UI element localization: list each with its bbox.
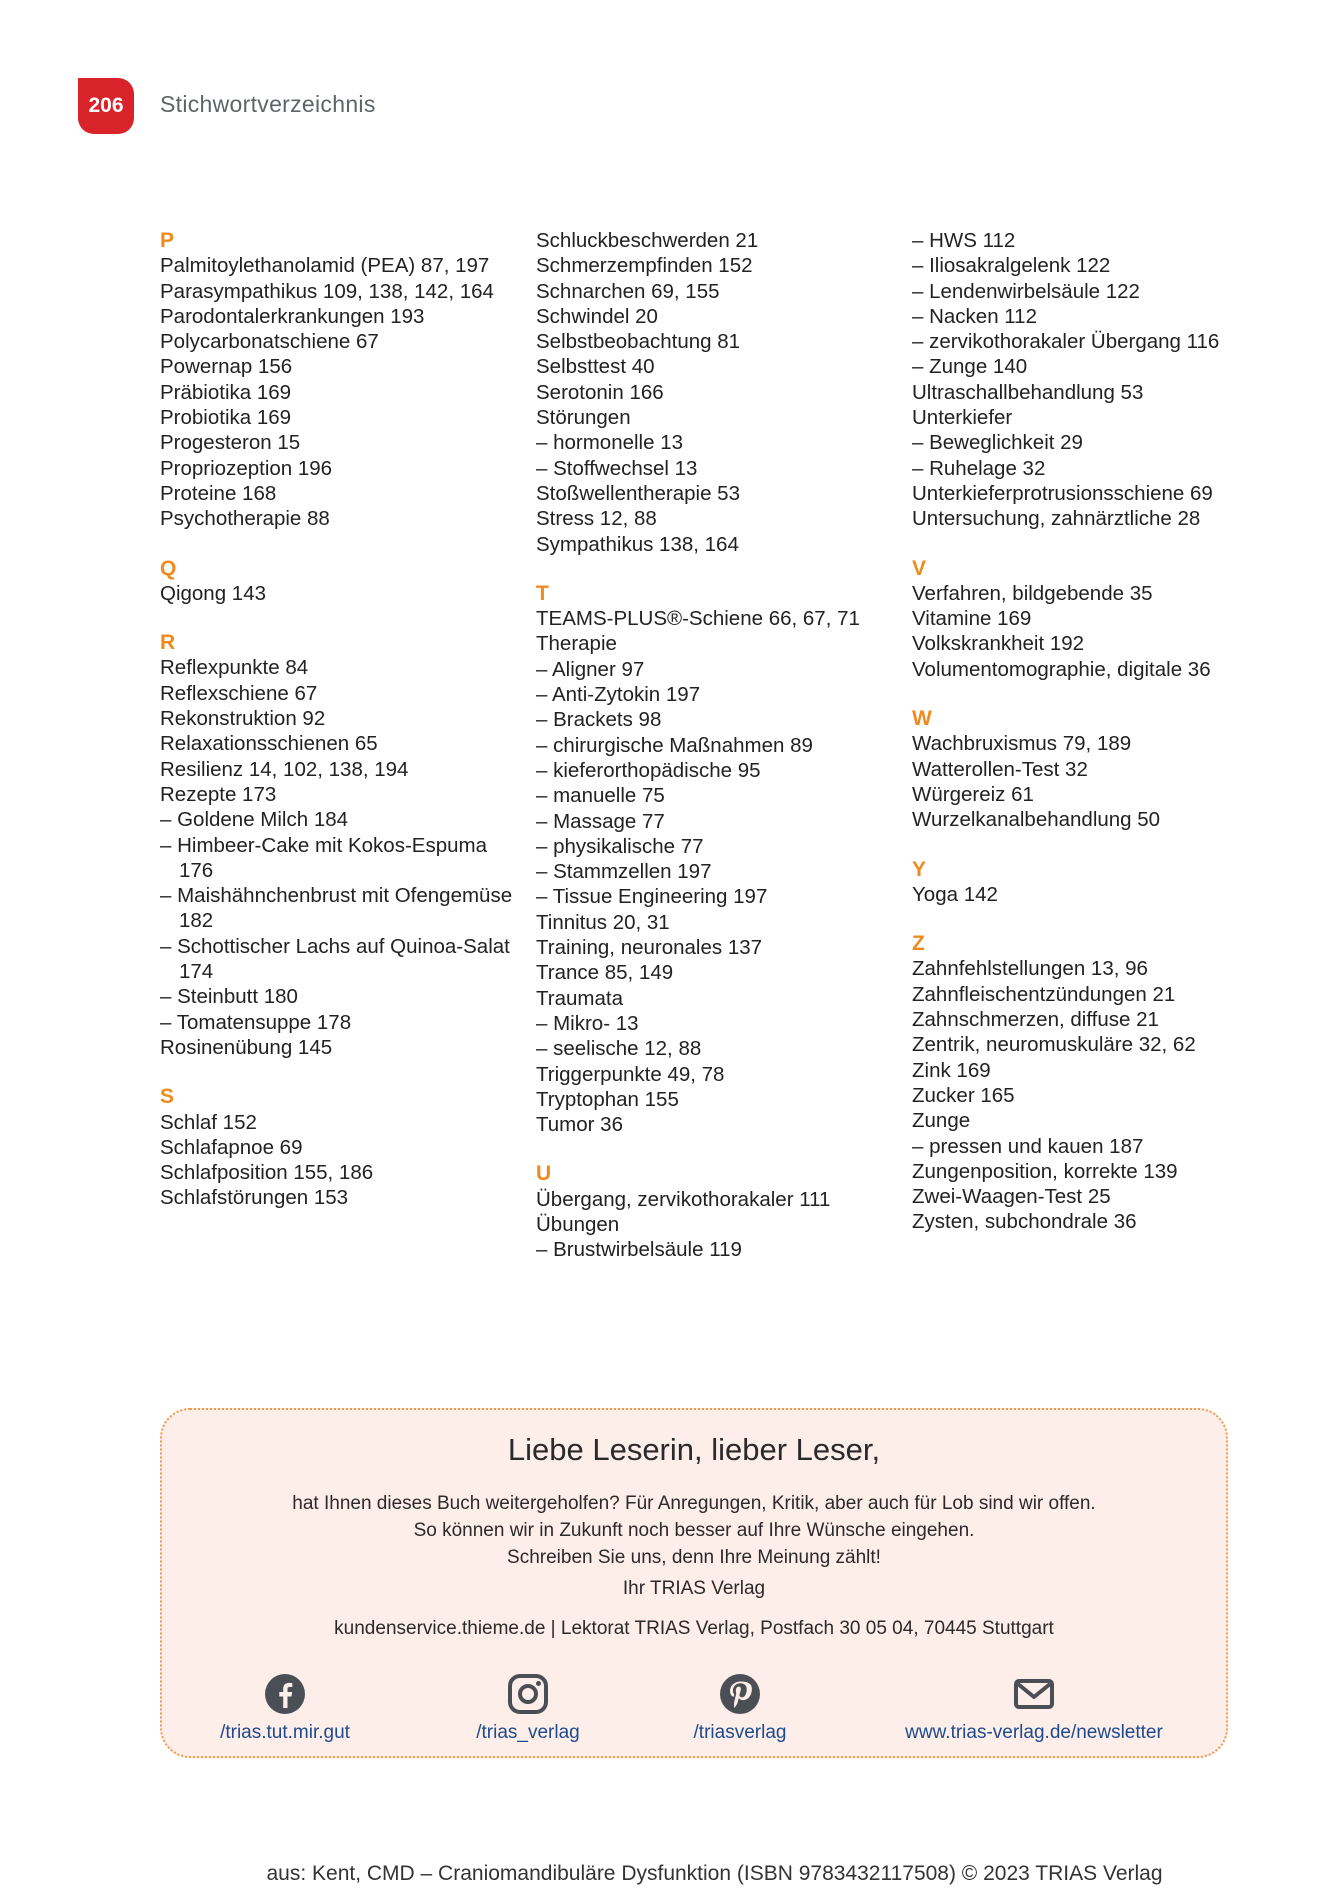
index-entry: – seelische 12, 88 — [536, 1037, 702, 1061]
index-entry: Volkskrankheit 192 — [912, 632, 1085, 656]
index-entry: Proteine 168 — [160, 481, 277, 505]
index-entry: Verfahren, bildgebende 35 — [912, 581, 1153, 605]
index-entry: – Stammzellen 197 — [536, 860, 712, 884]
instagram-icon — [506, 1672, 550, 1716]
index-entry: Selbsttest 40 — [536, 355, 655, 379]
index-entry: Powernap 156 — [160, 355, 293, 379]
index-entry: Zahnschmerzen, diffuse 21 — [912, 1008, 1159, 1032]
index-entry: – Beweglichkeit 29 — [912, 431, 1083, 455]
index-entry: – manuelle 75 — [536, 784, 665, 808]
feedback-line-1: hat Ihnen dieses Buch weitergeholfen? Für Anregungen, Kritik, aber auch für Lob sind wir offen. — [292, 1493, 1096, 1514]
index-entry: Wurzelkanalbehandlung 50 — [912, 808, 1161, 832]
index-entry: Probiotika 169 — [160, 406, 292, 430]
index-entry: Zahnfehlstellungen 13, 96 — [912, 957, 1148, 981]
index-letter-heading: Y — [912, 857, 927, 881]
index-entry: – HWS 112 — [912, 229, 1016, 252]
index-entry: Stress 12, 88 — [536, 507, 657, 531]
index-entry: Zunge — [912, 1109, 971, 1133]
index-entry: Würgereiz 61 — [912, 782, 1034, 806]
pinterest-handle[interactable]: /triasverlag — [693, 1722, 787, 1743]
index-letter-heading: U — [536, 1162, 552, 1186]
index-entry: Trance 85, 149 — [536, 961, 674, 985]
index-entry: – Anti-Zytokin 197 — [536, 683, 701, 707]
index-column-3 — [912, 228, 1272, 1235]
index-column-2 — [536, 228, 896, 1263]
facebook-handle[interactable]: /trias.tut.mir.gut — [220, 1722, 350, 1743]
feedback-title: Liebe Leserin, lieber Leser, — [507, 1432, 881, 1467]
index-entry: Polycarbonatschiene 67 — [160, 330, 379, 354]
feedback-contact: kundenservice.thieme.de | Lektorat TRIAS Verlag, Postfach 30 05 04, 70445 Stuttgart — [334, 1618, 1054, 1639]
source-footer — [0, 1862, 1339, 1886]
index-entry: Volumentomographie, digitale 36 — [912, 657, 1211, 681]
index-entry: – Lendenwirbelsäule 122 — [912, 279, 1140, 303]
index-letter-heading: W — [912, 707, 932, 731]
index-entry: Selbstbeobachtung 81 — [536, 330, 741, 354]
index-entry: Schlaf 152 — [160, 1110, 257, 1134]
index-entry: Zysten, subchondrale 36 — [912, 1210, 1137, 1234]
index-entry: – Tissue Engineering 197 — [536, 885, 768, 909]
index-entry: Therapie — [536, 632, 617, 656]
index-entry: Übergang, zervikothorakaler 111 — [536, 1187, 831, 1211]
newsletter-link[interactable]: www.trias-verlag.de/newsletter — [905, 1722, 1163, 1743]
index-entry: Parodontalerkrankungen 193 — [160, 304, 425, 328]
social-newsletter[interactable] — [844, 1672, 1224, 1744]
index-entry: – Mikro- 13 — [536, 1011, 639, 1035]
index-entry: Psychotherapie 88 — [160, 507, 330, 531]
index-entry: Watterollen-Test 32 — [912, 757, 1088, 781]
index-entry: Schlafposition 155, 186 — [160, 1161, 374, 1185]
index-entry: Zink 169 — [912, 1058, 991, 1082]
index-entry: Traumata — [536, 986, 623, 1010]
pinterest-icon — [718, 1672, 762, 1716]
index-entry: – Steinbutt 180 — [160, 985, 298, 1009]
index-entry: Yoga 142 — [912, 882, 998, 906]
index-letter-heading: S — [160, 1085, 175, 1109]
index-entry: – Aligner 97 — [536, 657, 645, 681]
social-pinterest[interactable] — [620, 1672, 860, 1744]
index-entry: Ultraschallbehandlung 53 — [912, 380, 1144, 404]
feedback-signature: Ihr TRIAS Verlag — [622, 1578, 766, 1599]
feedback-text — [162, 1490, 1226, 1571]
index-entry: – hormonelle 13 — [536, 431, 684, 455]
index-entry: – Nacken 112 — [912, 304, 1037, 328]
index-entry: Propriozeption 196 — [160, 456, 333, 480]
index-entry: Untersuchung, zahnärztliche 28 — [912, 507, 1201, 531]
index-entry: Störungen — [536, 406, 631, 430]
index-entry: Reflexpunkte 84 — [160, 656, 309, 680]
index-entry: Vitamine 169 — [912, 607, 1032, 631]
index-entry: Training, neuronales 137 — [536, 936, 763, 960]
index-entry: Resilienz 14, 102, 138, 194 — [160, 757, 409, 781]
social-facebook[interactable] — [162, 1672, 408, 1744]
index-entry: Wachbruxismus 79, 189 — [912, 732, 1132, 756]
index-entry: Relaxationsschienen 65 — [160, 732, 378, 756]
index-entry: Übungen — [536, 1212, 620, 1236]
index-entry: Parasympathikus 109, 138, 142, 164 — [160, 279, 494, 303]
index-entry: Qigong 143 — [160, 581, 267, 605]
index-letter-heading: V — [912, 556, 927, 580]
index-entry: – Goldene Milch 184 — [160, 808, 349, 832]
index-entry: Serotonin 166 — [536, 380, 664, 404]
mail-icon — [1012, 1672, 1056, 1716]
index-entry: – Tomatensuppe 178 — [160, 1010, 352, 1034]
social-instagram[interactable] — [408, 1672, 648, 1744]
index-entry: – kieferorthopädische 95 — [536, 758, 761, 782]
index-entry: Tryptophan 155 — [536, 1087, 679, 1111]
index-entry: Rezepte 173 — [160, 782, 277, 806]
index-entry: – Iliosakralgelenk 122 — [912, 254, 1111, 278]
index-entry: – Maishähnchenbrust mit Ofengemüse 182 — [160, 884, 513, 933]
index-entry: Zungenposition, korrekte 139 — [912, 1159, 1178, 1183]
index-entry: Unterkieferprotrusionsschiene 69 — [912, 481, 1213, 505]
index-entry: – pressen und kauen 187 — [912, 1134, 1144, 1158]
feedback-line-3: Schreiben Sie uns, denn Ihre Meinung zählt! — [507, 1547, 881, 1568]
index-entry: Präbiotika 169 — [160, 380, 292, 404]
index-letter-heading: P — [160, 229, 175, 252]
index-letter-heading: Z — [912, 932, 925, 956]
index-entry: – chirurgische Maßnahmen 89 — [536, 733, 813, 757]
index-entry: – Himbeer-Cake mit Kokos-Espuma 176 — [160, 833, 487, 882]
index-entry: – zervikothorakaler Übergang 116 — [912, 330, 1220, 354]
index-entry: Zentrik, neuromuskuläre 32, 62 — [912, 1033, 1196, 1057]
index-letter-heading: R — [160, 631, 176, 655]
instagram-handle[interactable]: /trias_verlag — [476, 1722, 580, 1743]
index-entry: Stoßwellentherapie 53 — [536, 481, 740, 505]
index-entry: Tinnitus 20, 31 — [536, 910, 670, 934]
index-entry: Schlafstörungen 153 — [160, 1186, 349, 1210]
index-entry: – Zunge 140 — [912, 355, 1028, 379]
index-entry: – Brustwirbelsäule 119 — [536, 1238, 742, 1262]
index-entry: TEAMS-PLUS®-Schiene 66, 67, 71 — [536, 607, 860, 631]
index-entry: Schnarchen 69, 155 — [536, 279, 720, 303]
index-entry: Schwindel 20 — [536, 304, 658, 328]
index-entry: Triggerpunkte 49, 78 — [536, 1062, 725, 1086]
index-letter-heading: Q — [160, 556, 177, 580]
index-entry: – physikalische 77 — [536, 834, 704, 858]
index-entry: Schluckbeschwerden 21 — [536, 229, 759, 252]
index-entry: – Schottischer Lachs auf Quinoa-Salat 174 — [160, 934, 510, 984]
index-entry: Rosinenübung 145 — [160, 1035, 333, 1059]
index-entry: Rekonstruktion 92 — [160, 707, 326, 731]
index-entry: – Ruhelage 32 — [912, 456, 1046, 480]
index-entry: – Stoffwechsel 13 — [536, 456, 698, 480]
index-entry: Tumor 36 — [536, 1113, 623, 1137]
index-entry: Zucker 165 — [912, 1083, 1015, 1107]
index-entry: Zwei-Waagen-Test 25 — [912, 1185, 1111, 1209]
index-entry: Palmitoylethanolamid (PEA) 87, 197 — [160, 254, 490, 278]
index-entry: – Brackets 98 — [536, 708, 662, 732]
index-entry: Unterkiefer — [912, 406, 1013, 430]
index-entry: Reflexschiene 67 — [160, 681, 318, 705]
section-title: Stichwortverzeichnis — [160, 91, 376, 117]
index-column-1 — [160, 228, 520, 1211]
index-entry: Schmerzempfinden 152 — [536, 254, 753, 278]
source-citation: aus: Kent, CMD – Craniomandibuläre Dysfunktion (ISBN 9783432117508) © 2023 TRIAS Verlag — [266, 1862, 1163, 1885]
index-entry: Zahnfleischentzündungen 21 — [912, 982, 1176, 1006]
page-number-badge: 206 — [78, 78, 134, 134]
reader-feedback-box — [160, 1408, 1228, 1758]
index-entry: – Massage 77 — [536, 809, 665, 833]
facebook-icon — [263, 1672, 307, 1716]
feedback-line-2: So können wir in Zukunft noch besser auf Ihre Wünsche eingehen. — [413, 1520, 975, 1541]
index-entry: Schlafapnoe 69 — [160, 1135, 303, 1159]
index-entry: Sympathikus 138, 164 — [536, 532, 739, 556]
index-entry: Progesteron 15 — [160, 431, 301, 455]
index-letter-heading: T — [536, 581, 549, 605]
